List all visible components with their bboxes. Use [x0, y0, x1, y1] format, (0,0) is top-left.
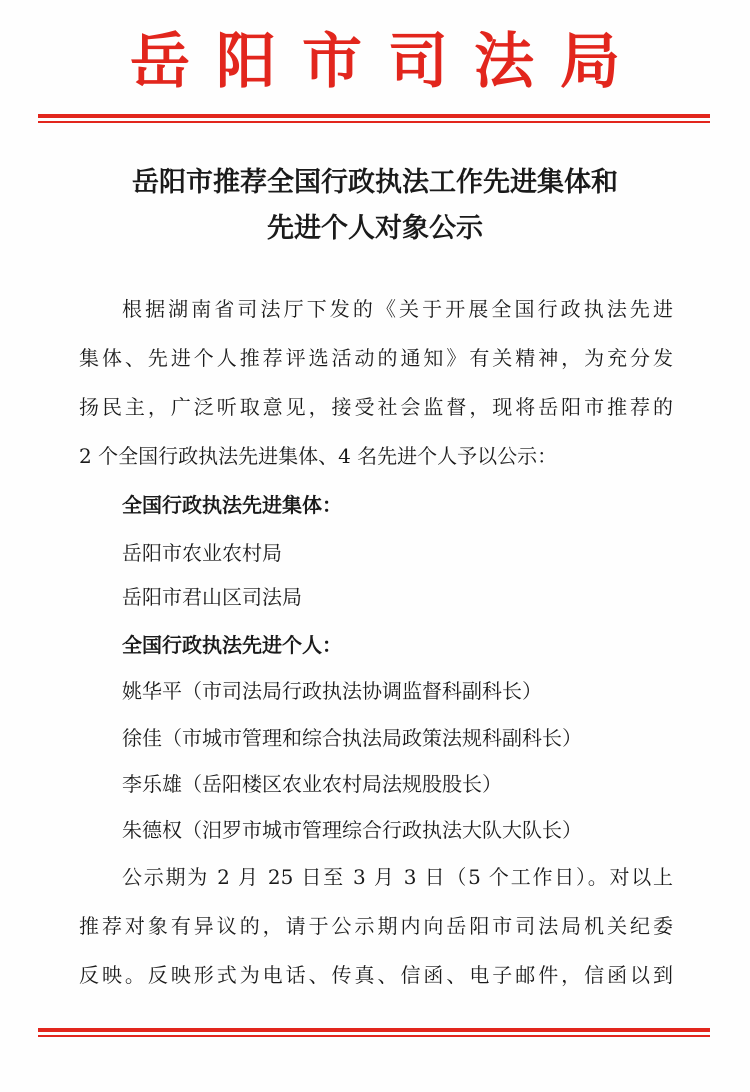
letterhead-org-name: 岳阳市司法局 [130, 27, 646, 97]
intro-line-3: 扬民主，广泛听取意见，接受社会监督，现将岳阳市推荐的 [79, 395, 673, 419]
collective-item: 岳阳市君山区司法局 [122, 585, 302, 609]
notice-title-line-1: 岳阳市推荐全国行政执法工作先进集体和 [132, 167, 618, 198]
notice-title-line-2: 先进个人对象公示 [267, 213, 483, 244]
intro-line-1: 根据湖南省司法厅下发的《关于开展全国行政执法先进 [122, 297, 673, 321]
individual-item: 姚华平（市司法局行政执法协调监督科副科长） [122, 679, 542, 703]
intro-line-2: 集体、先进个人推荐评选活动的通知》有关精神，为充分发 [79, 346, 673, 370]
closing-line-1: 公示期为 2 月 25 日至 3 月 3 日（5 个工作日）。对以上 [122, 865, 673, 889]
footer-rule-thick [38, 1028, 710, 1032]
individual-item: 徐佳（市城市管理和综合执法局政策法规科副科长） [122, 726, 582, 750]
individual-item: 朱德权（汨罗市城市管理综合行政执法大队大队长） [122, 818, 582, 842]
collective-item: 岳阳市农业农村局 [122, 541, 282, 565]
closing-line-2: 推荐对象有异议的，请于公示期内向岳阳市司法局机关纪委 [79, 914, 673, 938]
individual-item: 李乐雄（岳阳楼区农业农村局法规股股长） [122, 772, 502, 796]
individuals-heading: 全国行政执法先进个人： [122, 633, 342, 657]
intro-line-4: 2 个全国行政执法先进集体、4 名先进个人予以公示： [79, 444, 558, 468]
closing-line-3: 反映。反映形式为电话、传真、信函、电子邮件，信函以到 [79, 963, 673, 987]
letterhead-rule-thin [38, 121, 710, 123]
footer-rule-thin [38, 1035, 710, 1037]
letterhead-rule-thick [38, 114, 710, 118]
collectives-heading: 全国行政执法先进集体： [122, 493, 342, 517]
